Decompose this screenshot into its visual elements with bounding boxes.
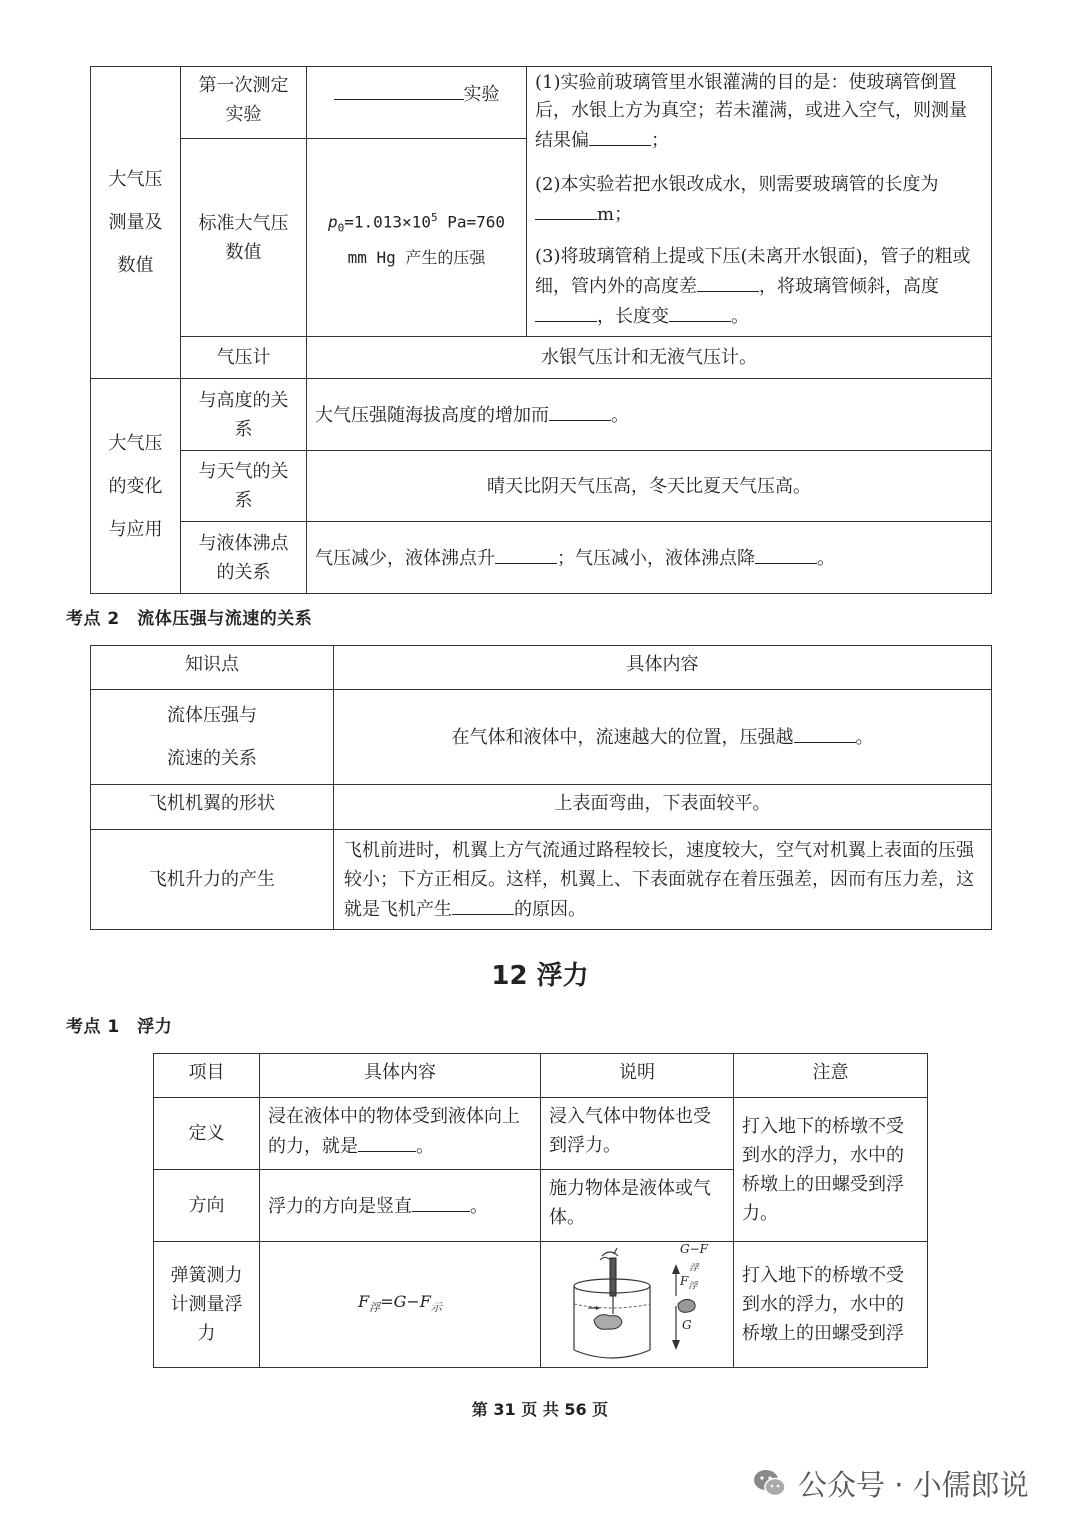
- wing-shape-label: 飞机机翼的形状: [91, 785, 334, 830]
- section-heading-buoyancy: 考点 1 浮力: [66, 1017, 173, 1037]
- barometer-label: 气压计: [181, 337, 307, 379]
- boiling-relation-value: 气压减少，液体沸点升 ；气压减小，液体沸点降 。: [307, 522, 992, 594]
- chapter-title: 12 浮力: [491, 961, 589, 991]
- barometer-value: 水银气压计和无液气压计。: [307, 337, 992, 379]
- blank-line: [358, 1131, 416, 1152]
- blank-line: [412, 1191, 470, 1212]
- weather-relation-label: 与天气的关 系: [181, 451, 307, 522]
- height-relation-label: 与高度的关 系: [181, 379, 307, 451]
- label-g-minus-f: $G-F_浮$: [680, 1241, 708, 1273]
- header-attention: 注意: [734, 1054, 928, 1098]
- page-number: 第 31 页 共 56 页: [471, 1400, 609, 1419]
- blank-line: [535, 301, 597, 322]
- spring-measure-label: 弹簧测力 计测量浮 力: [154, 1242, 260, 1368]
- group-variation-label: 大气压 的变化 与应用: [91, 379, 181, 594]
- wechat-icon: [752, 1465, 788, 1501]
- attention-merged: 打入地下的桥墩不受到水的浮力，水中的桥墩上的田螺受到浮力。: [734, 1098, 928, 1242]
- blank-line: [549, 400, 611, 421]
- header-explanation: 说明: [541, 1054, 734, 1098]
- lift-label: 飞机升力的产生: [91, 830, 334, 930]
- blank-line: [535, 199, 597, 220]
- header-content: 具体内容: [334, 646, 992, 690]
- blank-line: [452, 894, 514, 915]
- standard-pressure-label: 标准大气压 数值: [181, 139, 307, 337]
- direction-explanation: 施力物体是液体或气体。: [541, 1170, 734, 1242]
- direction-label: 方向: [154, 1170, 260, 1242]
- atmospheric-pressure-table: [90, 66, 992, 594]
- buoyancy-formula: $F_浮=G-F_示$: [260, 1242, 541, 1368]
- label-f-float: $F_浮$: [680, 1273, 698, 1291]
- flow-relation-label: 流体压强与 流速的关系: [91, 690, 334, 785]
- blank-line: [589, 125, 651, 146]
- header-content: 具体内容: [260, 1054, 541, 1098]
- definition-content: 浸在液体中的物体受到液体向上的力，就是 。: [260, 1098, 541, 1170]
- header-item: 项目: [154, 1054, 260, 1098]
- standard-pressure-value: $p_0=1.013\times 10^5$ Pa=760 mm Hg 产生的压强: [307, 139, 527, 337]
- buoyancy-table: [153, 1053, 928, 1368]
- spring-scale-figure: [541, 1242, 734, 1368]
- definition-explanation: 浸入气体中物体也受到浮力。: [541, 1098, 734, 1170]
- blank-line: [669, 301, 731, 322]
- section-heading-fluid-pressure: 考点 2 流体压强与流速的关系: [66, 609, 313, 629]
- lift-value: 飞机前进时，机翼上方气流通过路程较长，速度较大，空气对机翼上表面的压强较小；下方正相反。这样，机翼上、下表面就存在着压强差，因而有压力差，这就是飞机产生 的原因。: [334, 830, 992, 930]
- watermark: [752, 1458, 1029, 1508]
- first-measurement-label: 第一次测定 实验: [181, 67, 307, 139]
- header-knowledge-point: 知识点: [91, 646, 334, 690]
- watermark-text: 公众号 · 小儒郎说: [798, 1467, 1029, 1502]
- blank-line: [755, 543, 817, 564]
- blank-line: [334, 79, 464, 100]
- height-relation-value: 大气压强随海拔高度的增加而 。: [307, 379, 992, 451]
- fluid-pressure-table: [90, 645, 992, 930]
- blank-line: [794, 722, 856, 743]
- weather-relation-value: 晴天比阴天气压高，冬天比夏天气压高。: [307, 451, 992, 522]
- experiment-notes: [527, 67, 992, 337]
- wing-shape-value: 上表面弯曲，下表面较平。: [334, 785, 992, 830]
- group-measurement-label: 大气压 测量及 数值: [91, 67, 181, 379]
- spring-scale-diagram: [562, 1246, 672, 1364]
- label-g: G: [682, 1317, 692, 1332]
- note-1: (1)实验前玻璃管里水银灌满的目的是：使玻璃管倒置后，水银上方为真空；若未灌满，或进入空气，则测量结果偏 ；: [535, 72, 967, 151]
- direction-content: 浮力的方向是竖直 。: [260, 1170, 541, 1242]
- blank-line: [495, 543, 557, 564]
- note-3: (3)将玻璃管稍上提或下压(未离开水银面)，管子的粗或细，管内外的高度差 ，将玻璃管倾斜，高度，长度变 。: [535, 246, 971, 327]
- spring-attention: 打入地下的桥墩不受到水的浮力，水中的桥墩上的田螺受到浮: [734, 1242, 928, 1368]
- flow-relation-value: 在气体和液体中，流速越大的位置，压强越 。: [334, 690, 992, 785]
- blank-line: [697, 271, 759, 292]
- boiling-relation-label: 与液体沸点 的关系: [181, 522, 307, 594]
- definition-label: 定义: [154, 1098, 260, 1170]
- first-measurement-value: 实验: [307, 67, 527, 139]
- note-2: (2)本实验若把水银改成水，则需要玻璃管的长度为 m；: [535, 174, 939, 225]
